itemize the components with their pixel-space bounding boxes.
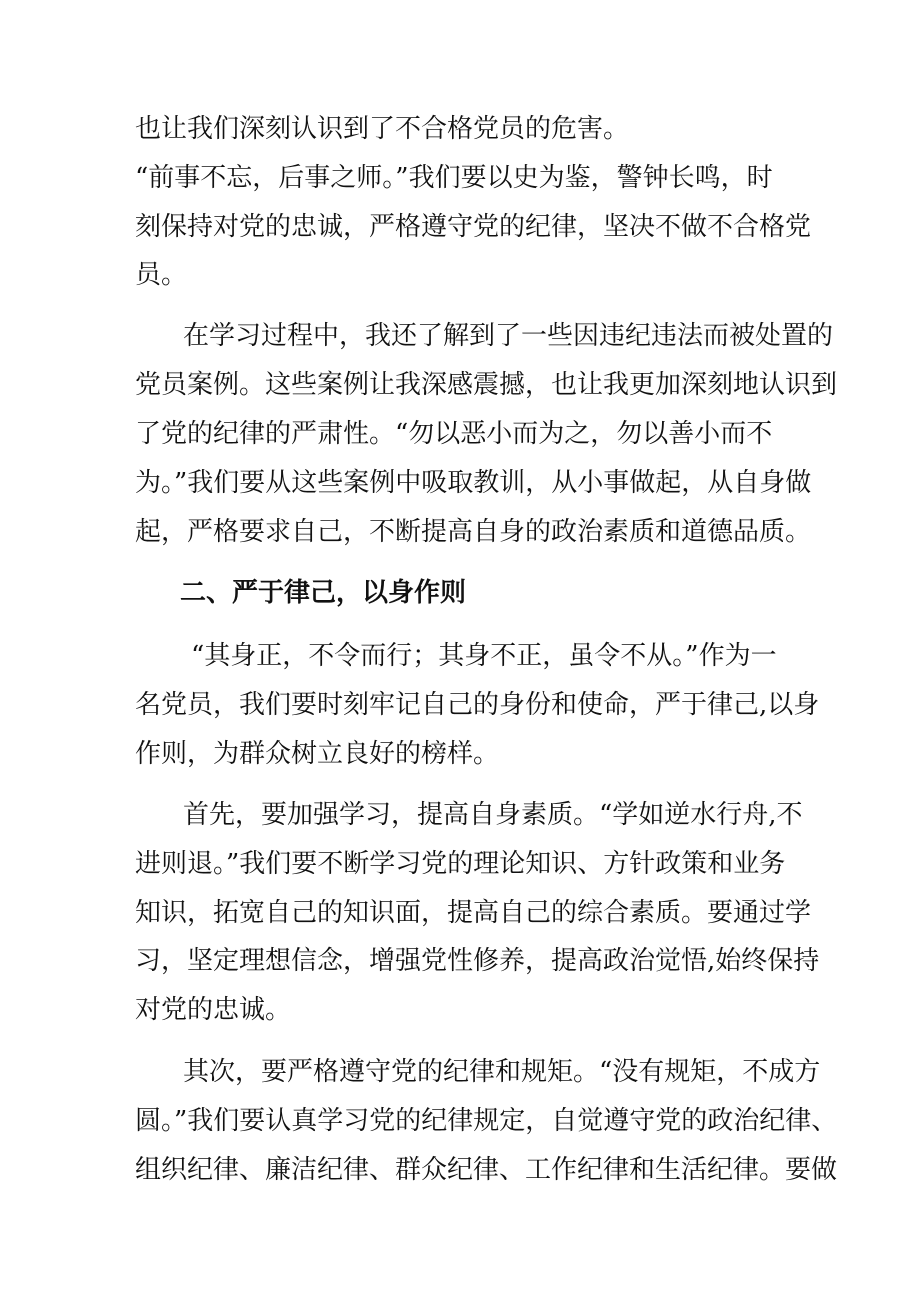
body-text-line: 其次，要严格遵守党的纪律和规矩。“没有规矩，不成方 xyxy=(183,1057,821,1087)
body-text-line: 了党的纪律的严肃性。“勿以恶小而为之，勿以善小而不 xyxy=(135,419,773,449)
body-text-line: 起，严格要求自己，不断提高自身的政治素质和道德品质。 xyxy=(135,517,812,547)
body-text-line: 在学习过程中，我还了解到了一些因违纪违法而被处置的 xyxy=(183,321,834,351)
body-text-line: 名党员，我们要时刻牢记自己的身份和使命，严于律己,以身 xyxy=(135,690,820,720)
body-text-line: 首先，要加强学习，提高自身素质。“学如逆水行舟,不 xyxy=(183,800,803,830)
body-text-line: 圆。”我们要认真学习党的纪律规定，自觉遵守党的政治纪律、 xyxy=(135,1106,838,1136)
body-text-line: 刻保持对党的忠诚，严格遵守党的纪律，坚决不做不合格党 xyxy=(135,212,812,242)
body-text-line: 员。 xyxy=(135,260,188,290)
body-text-line: 作则，为群众树立良好的榜样。 xyxy=(135,739,500,769)
body-text-line: 知识，拓宽自己的知识面，提高自己的综合素质。要通过学 xyxy=(135,898,812,928)
body-text-line: 对党的忠诚。 xyxy=(135,995,292,1025)
section-heading: 二、严于律己，以身作则 xyxy=(180,578,467,608)
body-text-line: 党员案例。这些案例让我深感震撼，也让我更加深刻地认识到 xyxy=(135,370,838,400)
body-text-line: 习，坚定理想信念，增强党性修养，提高政治觉悟,始终保持 xyxy=(135,946,820,976)
body-text-line: 也让我们深刻认识到了不合格党员的危害。 xyxy=(135,114,630,144)
body-text-line: 组织纪律、廉洁纪律、群众纪律、工作纪律和生活纪律。要做 xyxy=(135,1155,838,1185)
body-text-line: “前事不忘，后事之师。”我们要以史为鉴，警钟长鸣，时 xyxy=(135,163,773,193)
body-text-line: 进则退。”我们要不断学习党的理论知识、方针政策和业务 xyxy=(135,849,786,879)
body-text-line: 为。”我们要从这些案例中吸取教训，从小事做起，从自身做 xyxy=(135,468,812,498)
body-text-line: “其身正，不令而行；其身不正，虽令不从。”作为一 xyxy=(191,641,777,671)
